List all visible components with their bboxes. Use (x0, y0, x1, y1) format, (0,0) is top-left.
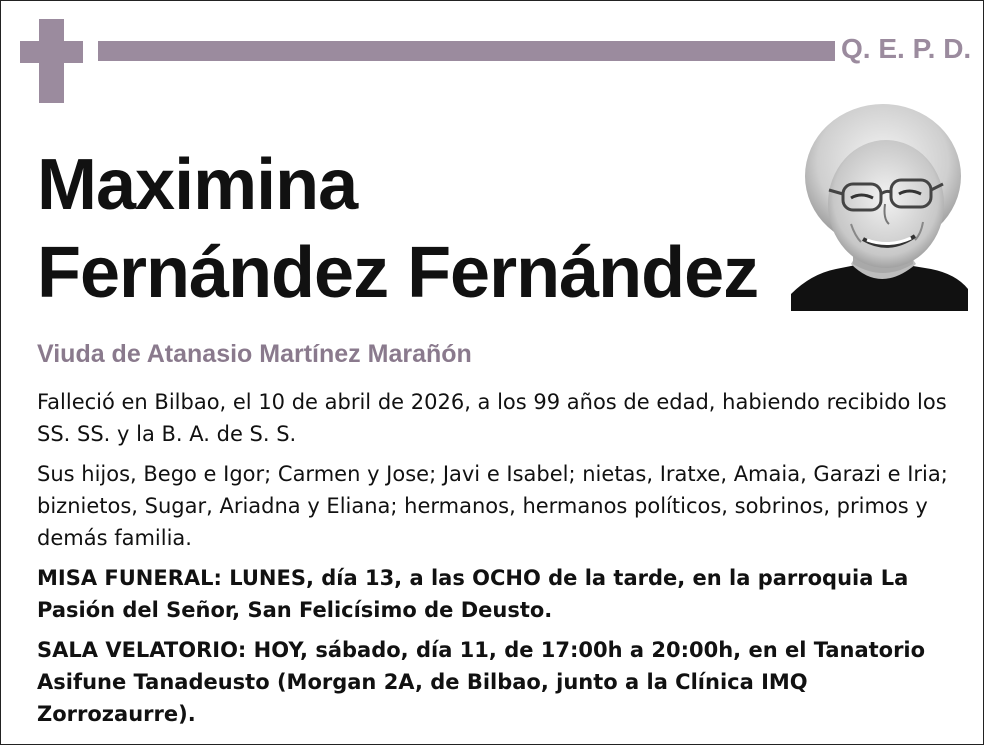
deceased-name (37, 141, 758, 317)
header-rule (98, 41, 835, 61)
widow-of-line: Viuda de Atanasio Martínez Marañón (37, 340, 472, 368)
funeral-paragraph: MISA FUNERAL: LUNES, día 13, a las OCHO de la tarde, en la parroquia La Pasión del Señor, San Felicísimo de Deusto. (37, 566, 909, 622)
family-paragraph: Sus hijos, Bego e Igor; Carmen y Jose; Javi e Isabel; nietas, Iratxe, Amaia, Garazi e Iria; biznietos, Sugar, Ariadna y Eliana; hermanos, hermanos políticos, sobrinos, primos y demás familia. (37, 462, 948, 550)
portrait-photo (791, 104, 968, 311)
death-paragraph: Falleció en Bilbao, el 10 de abril de 2026, a los 99 años de edad, habiendo recibido los SS. SS. y la B. A. de S. S. (37, 390, 947, 446)
name-line-2: Fernández Fernández (37, 233, 759, 313)
wake-paragraph: SALA VELATORIO: HOY, sábado, día 11, de 17:00h a 20:00h, en el Tanatorio Asifune Tanadeusto (Morgan 2A, de Bilbao, junto a la Clínica IMQ Zorrozaurre). (37, 638, 926, 726)
cross-horizontal-bar (20, 41, 83, 63)
notice-body (37, 386, 972, 738)
qepd-label: Q. E. P. D. (841, 33, 972, 64)
name-line-1: Maximina (37, 145, 358, 225)
